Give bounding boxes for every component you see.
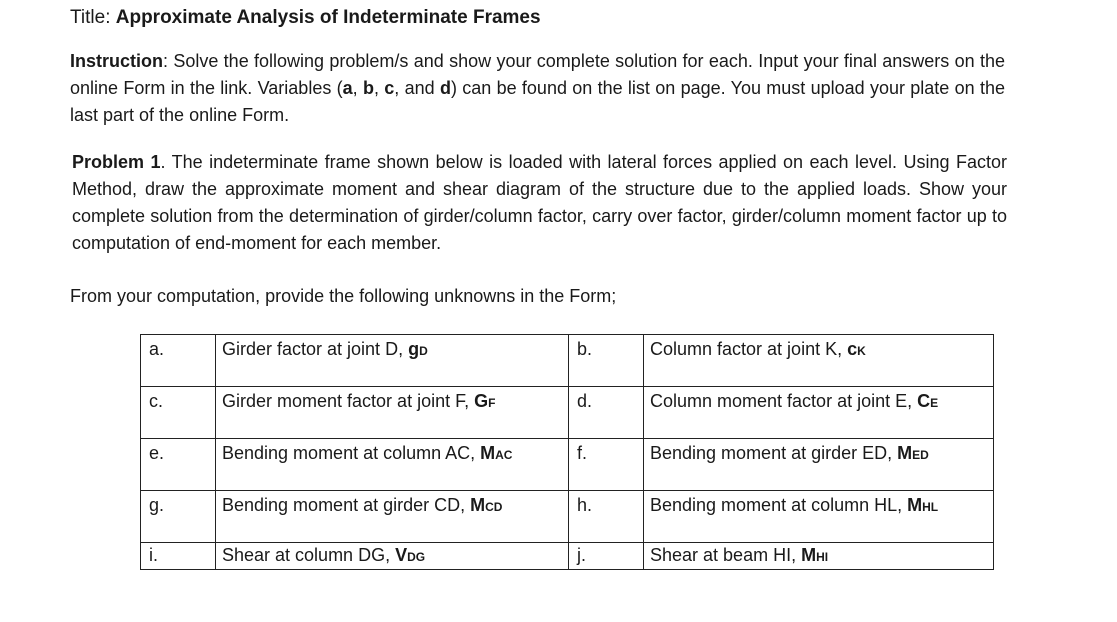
unknown-key: e. — [141, 439, 216, 491]
unknown-desc: Shear at beam HI, MHI — [644, 543, 994, 570]
unknown-key: b. — [569, 335, 644, 387]
from-computation-text: From your computation, provide the following unknowns in the Form; — [70, 286, 617, 306]
unknown-key: i. — [141, 543, 216, 570]
title-text: Approximate Analysis of Indeterminate Frames — [115, 7, 541, 28]
variable-c: c — [384, 78, 395, 98]
unknowns-table — [140, 334, 994, 570]
unknown-key: f. — [569, 439, 644, 491]
problem-label: Problem 1 — [72, 152, 161, 172]
unknown-desc: Girder factor at joint D, gD — [216, 335, 569, 387]
table-row — [141, 439, 994, 491]
table-row — [141, 387, 994, 439]
unknown-key: g. — [141, 491, 216, 543]
instruction-label: Instruction — [70, 51, 163, 71]
unknown-key: d. — [569, 387, 644, 439]
instruction-sep-3: , and — [394, 78, 440, 98]
variable-b: b — [362, 78, 374, 98]
instruction-text-1: : Solve the following problem/s and show your complete solution for each. Input your final answers on the online Form in the link. Variables ( — [70, 51, 1005, 98]
unknown-desc: Column factor at joint K, cK — [644, 335, 994, 387]
title-label: Title: — [70, 7, 111, 28]
instruction-sep-2: , — [373, 78, 385, 98]
unknown-desc: Bending moment at girder ED, MED — [644, 439, 994, 491]
problem-text: . The indeterminate frame shown below is loaded with lateral forces applied on each level. Using Factor Method, draw the approximate moment and shear diagram of the structure due to the applied loads. Show your complete solution from the determination of girder/column factor, carry over factor, girder/column moment factor up to computation of end-moment for each member. — [72, 152, 1008, 253]
variable-d: d — [439, 78, 451, 98]
document-title — [70, 6, 541, 30]
unknown-key: j. — [569, 543, 644, 570]
unknown-desc: Bending moment at column AC, MAC — [216, 439, 569, 491]
unknown-desc: Bending moment at column HL, MHL — [644, 491, 994, 543]
unknown-key: h. — [569, 491, 644, 543]
unknown-desc: Column moment factor at joint E, CE — [644, 387, 994, 439]
instruction-sep-1: , — [352, 78, 363, 98]
unknown-desc: Girder moment factor at joint F, GF — [216, 387, 569, 439]
unknown-desc: Shear at column DG, VDG — [216, 543, 569, 570]
unknown-key: c. — [141, 387, 216, 439]
table-row — [141, 543, 994, 570]
table-row — [141, 491, 994, 543]
unknown-key: a. — [141, 335, 216, 387]
instruction-paragraph — [70, 48, 1005, 129]
problem-paragraph — [72, 149, 1007, 257]
table-row — [141, 335, 994, 387]
instruction-text-2: ) can be found on the list on page. You must upload your plate on the last part of the online Form. — [70, 78, 1005, 125]
unknown-desc: Bending moment at girder CD, MCD — [216, 491, 569, 543]
variable-a: a — [342, 78, 353, 98]
